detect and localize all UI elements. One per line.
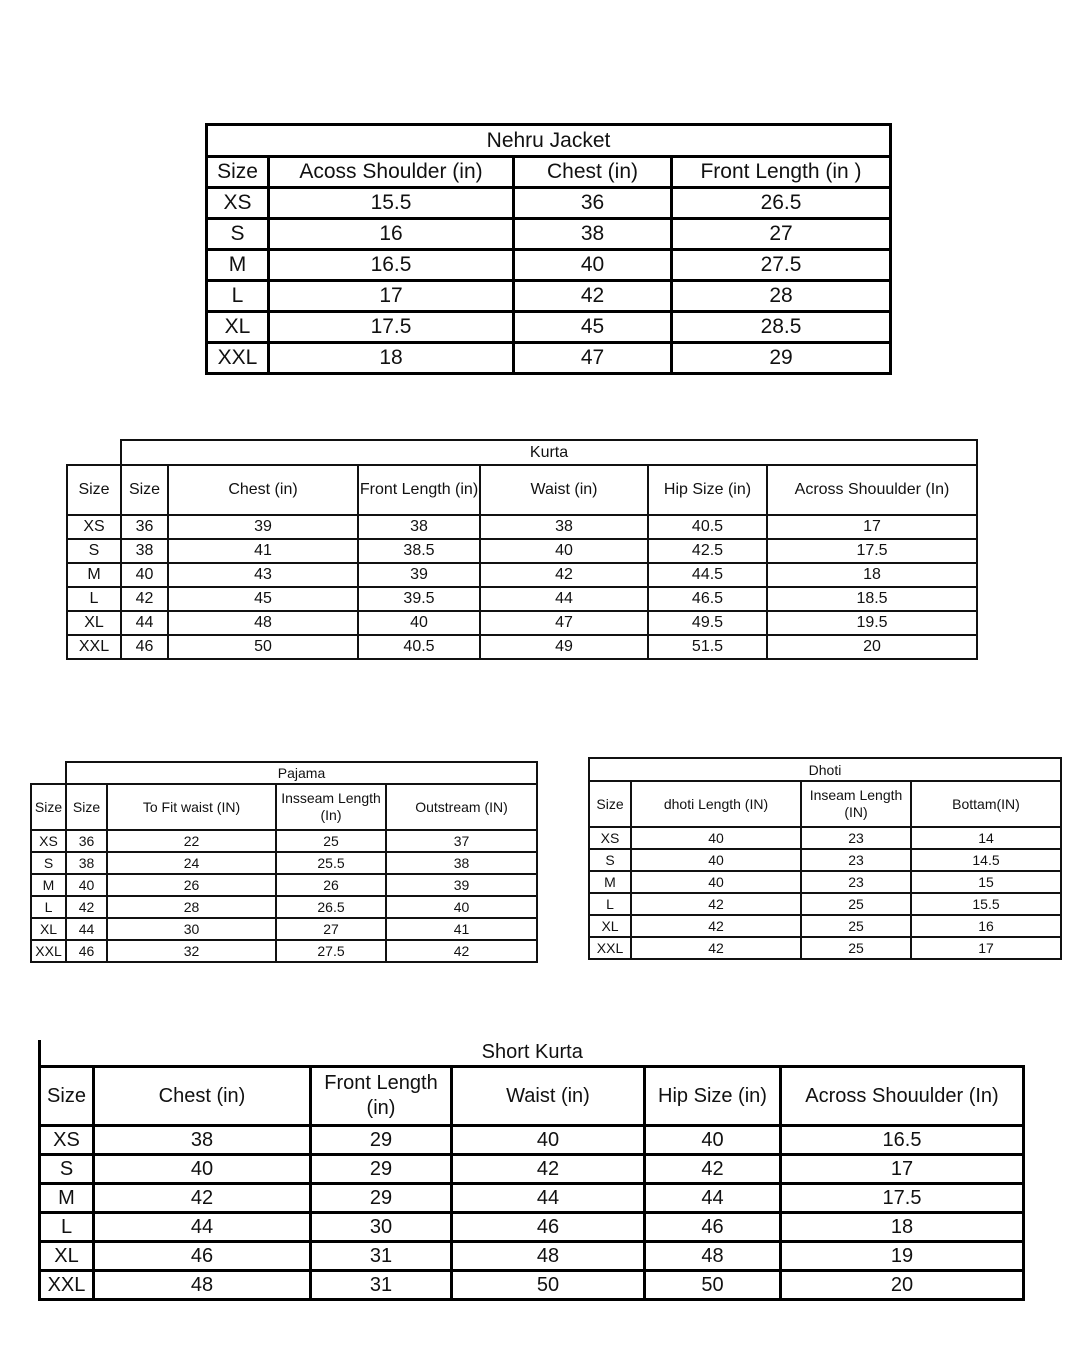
table-cell: 18 [767, 563, 977, 587]
table-row [589, 849, 1061, 871]
table-cell: 45 [168, 587, 358, 611]
table-cell: L [207, 281, 269, 312]
table-cell: 26.5 [672, 188, 891, 219]
table-cell: 26 [107, 874, 276, 896]
table-cell: 42 [645, 1155, 781, 1184]
table-cell: 47 [514, 343, 672, 374]
table-row [207, 250, 891, 281]
table-cell: 47 [480, 611, 648, 635]
table-cell: 42 [386, 940, 537, 962]
table-cell: 44 [452, 1184, 645, 1213]
table-cell: 44 [480, 587, 648, 611]
column-header: Bottam(IN) [911, 781, 1061, 827]
table-cell: 17 [911, 937, 1061, 959]
table-cell: 18 [781, 1213, 1024, 1242]
table-cell: XL [207, 312, 269, 343]
table-cell: XXL [589, 937, 631, 959]
column-header: Front Length (in ) [672, 157, 891, 188]
table-cell: M [31, 874, 66, 896]
table-cell: 50 [168, 635, 358, 659]
table-cell: 17 [781, 1155, 1024, 1184]
table-title-row [40, 1040, 1024, 1067]
table-cell: 42 [121, 587, 168, 611]
table-cell: XS [31, 830, 66, 852]
table-cell: 44 [645, 1184, 781, 1213]
table-cell: 51.5 [648, 635, 767, 659]
table-cell: 37 [386, 830, 537, 852]
table-row [40, 1213, 1024, 1242]
table-cell: 36 [66, 830, 107, 852]
table-cell: 29 [672, 343, 891, 374]
table-cell: 38 [514, 219, 672, 250]
table-cell: 41 [168, 539, 358, 563]
table-cell: 39 [386, 874, 537, 896]
table-title-row [207, 125, 891, 157]
table-cell: 42 [452, 1155, 645, 1184]
table-cell: 40 [514, 250, 672, 281]
table-cell: 46.5 [648, 587, 767, 611]
table-cell: 32 [107, 940, 276, 962]
column-header: Size [589, 781, 631, 827]
kurta-size-table [66, 439, 978, 660]
table-row [207, 281, 891, 312]
table-header-row [67, 465, 977, 515]
table-cell: 38 [386, 852, 537, 874]
table-cell: 39 [358, 563, 480, 587]
table-cell: 19 [781, 1242, 1024, 1271]
table-cell: 27.5 [672, 250, 891, 281]
table-cell: M [207, 250, 269, 281]
table-cell: 17 [269, 281, 514, 312]
table-cell: 49 [480, 635, 648, 659]
table-cell: L [40, 1213, 94, 1242]
column-header: Size [40, 1067, 94, 1126]
table-row [31, 940, 537, 962]
table-cell: L [67, 587, 121, 611]
table-cell: 15 [911, 871, 1061, 893]
table-cell: 17.5 [269, 312, 514, 343]
table-cell: 16.5 [269, 250, 514, 281]
dhoti-size-table [588, 757, 1062, 960]
table-cell: M [589, 871, 631, 893]
table-cell: 27.5 [276, 940, 386, 962]
table-cell: 48 [168, 611, 358, 635]
table-title: Nehru Jacket [207, 125, 891, 157]
table-row [31, 918, 537, 940]
table-cell: 40 [645, 1126, 781, 1155]
table-cell: 16 [911, 915, 1061, 937]
table-row [40, 1242, 1024, 1271]
table-cell: 48 [452, 1242, 645, 1271]
table-cell: L [31, 896, 66, 918]
table-cell: 43 [168, 563, 358, 587]
table-cell: 16.5 [781, 1126, 1024, 1155]
table-row [589, 937, 1061, 959]
nehru-jacket-size-table [205, 123, 892, 375]
column-header: Chest (in) [94, 1067, 311, 1126]
table-cell: 28.5 [672, 312, 891, 343]
column-header: Across Shouulder (In) [767, 465, 977, 515]
column-header: Size [31, 784, 66, 830]
table-cell: 46 [94, 1242, 311, 1271]
table-cell: 50 [452, 1271, 645, 1300]
column-header: Chest (in) [514, 157, 672, 188]
table-cell: 29 [311, 1155, 452, 1184]
table-cell: 39.5 [358, 587, 480, 611]
column-header: dhoti Length (IN) [631, 781, 801, 827]
column-header: To Fit waist (IN) [107, 784, 276, 830]
table-cell: XXL [67, 635, 121, 659]
table-cell: 42 [480, 563, 648, 587]
column-header: Waist (in) [452, 1067, 645, 1126]
table-row [207, 219, 891, 250]
table-cell: 38 [358, 515, 480, 539]
table-cell: 36 [121, 515, 168, 539]
table-cell: S [67, 539, 121, 563]
column-header: Front Length (in) [311, 1067, 452, 1126]
table-cell: 42 [631, 915, 801, 937]
table-title: Kurta [121, 440, 977, 465]
table-cell: 39 [168, 515, 358, 539]
table-cell: 31 [311, 1242, 452, 1271]
table-cell: 40 [121, 563, 168, 587]
table-cell: 42 [66, 896, 107, 918]
column-header: Size [121, 465, 168, 515]
column-header: Chest (in) [168, 465, 358, 515]
table-title-row [31, 762, 537, 784]
table-row [40, 1126, 1024, 1155]
table-cell: 27 [672, 219, 891, 250]
pajama-size-table [30, 761, 538, 963]
table-cell: 36 [514, 188, 672, 219]
table-cell: XL [40, 1242, 94, 1271]
table-row [67, 611, 977, 635]
table-cell: 31 [311, 1271, 452, 1300]
table-cell: XS [207, 188, 269, 219]
table-cell: 48 [94, 1271, 311, 1300]
table-cell: XXL [40, 1271, 94, 1300]
table-cell: 15.5 [911, 893, 1061, 915]
table-cell: 25 [801, 893, 911, 915]
table-header-row [207, 157, 891, 188]
column-header: Front Length (in) [358, 465, 480, 515]
table-cell: 40 [631, 849, 801, 871]
column-header: Size [207, 157, 269, 188]
column-header: Hip Size (in) [645, 1067, 781, 1126]
table-cell: 44 [94, 1213, 311, 1242]
table-cell: 23 [801, 849, 911, 871]
table-row [207, 343, 891, 374]
table-row [207, 188, 891, 219]
table-cell: 40 [386, 896, 537, 918]
table-cell: 19.5 [767, 611, 977, 635]
table-cell: 40.5 [648, 515, 767, 539]
table-cell: 28 [107, 896, 276, 918]
table-title: Dhoti [589, 758, 1061, 781]
table-row [40, 1271, 1024, 1300]
table-row [31, 830, 537, 852]
table-cell: 14 [911, 827, 1061, 849]
table-cell: 38 [121, 539, 168, 563]
table-cell: 38 [94, 1126, 311, 1155]
table-cell: 50 [645, 1271, 781, 1300]
column-header: Insseam Length (In) [276, 784, 386, 830]
table-cell: 14.5 [911, 849, 1061, 871]
table-cell: M [40, 1184, 94, 1213]
table-cell: 25 [801, 915, 911, 937]
table-cell: 29 [311, 1126, 452, 1155]
table-cell: XS [40, 1126, 94, 1155]
table-cell: 40.5 [358, 635, 480, 659]
table-cell: 26 [276, 874, 386, 896]
table-cell: 40 [452, 1126, 645, 1155]
table-cell: 42.5 [648, 539, 767, 563]
table-cell: 20 [767, 635, 977, 659]
table-title-row [67, 440, 977, 465]
table-cell: 41 [386, 918, 537, 940]
table-cell: 15.5 [269, 188, 514, 219]
table-cell: 42 [631, 893, 801, 915]
table-cell: 23 [801, 871, 911, 893]
column-header: Acoss Shoulder (in) [269, 157, 514, 188]
table-cell: 45 [514, 312, 672, 343]
table-cell: 25.5 [276, 852, 386, 874]
table-cell: XXL [207, 343, 269, 374]
table-row [67, 539, 977, 563]
table-cell: 20 [781, 1271, 1024, 1300]
table-title: Short Kurta [40, 1040, 1024, 1067]
table-cell: S [40, 1155, 94, 1184]
table-row [67, 563, 977, 587]
table-row [589, 827, 1061, 849]
table-cell: 30 [311, 1213, 452, 1242]
table-row [67, 635, 977, 659]
short-kurta-size-table [38, 1040, 1025, 1301]
column-header: Across Shouulder (In) [781, 1067, 1024, 1126]
table-cell: 49.5 [648, 611, 767, 635]
table-row [67, 587, 977, 611]
column-header: Waist (in) [480, 465, 648, 515]
table-cell: 46 [452, 1213, 645, 1242]
table-cell: 23 [801, 827, 911, 849]
table-row [589, 893, 1061, 915]
table-cell: 42 [514, 281, 672, 312]
table-cell: 44.5 [648, 563, 767, 587]
table-cell: 24 [107, 852, 276, 874]
table-cell: 46 [121, 635, 168, 659]
table-cell: XL [31, 918, 66, 940]
table-cell: 48 [645, 1242, 781, 1271]
table-cell: XL [67, 611, 121, 635]
column-header: Size [67, 465, 121, 515]
table-cell: 44 [66, 918, 107, 940]
table-cell: 42 [631, 937, 801, 959]
table-row [207, 312, 891, 343]
table-cell: 29 [311, 1184, 452, 1213]
table-cell: 38 [66, 852, 107, 874]
column-header: Hip Size (in) [648, 465, 767, 515]
table-cell: 22 [107, 830, 276, 852]
table-cell: 38 [480, 515, 648, 539]
table-cell: 40 [631, 871, 801, 893]
table-cell: S [31, 852, 66, 874]
table-cell: 30 [107, 918, 276, 940]
table-cell: S [207, 219, 269, 250]
table-cell: M [67, 563, 121, 587]
table-cell: 44 [121, 611, 168, 635]
table-cell: 25 [276, 830, 386, 852]
table-cell: 27 [276, 918, 386, 940]
table-cell: 40 [631, 827, 801, 849]
table-row [589, 871, 1061, 893]
table-cell: 42 [94, 1184, 311, 1213]
table-row [67, 515, 977, 539]
table-cell: 40 [480, 539, 648, 563]
table-title-row [589, 758, 1061, 781]
table-cell: L [589, 893, 631, 915]
table-cell: 40 [66, 874, 107, 896]
table-cell: 17.5 [767, 539, 977, 563]
table-row [40, 1184, 1024, 1213]
table-cell: 38.5 [358, 539, 480, 563]
table-cell: 46 [645, 1213, 781, 1242]
table-row [31, 896, 537, 918]
table-cell: 16 [269, 219, 514, 250]
table-cell: 17.5 [781, 1184, 1024, 1213]
table-header-row [40, 1067, 1024, 1126]
table-row [589, 915, 1061, 937]
table-cell: XXL [31, 940, 66, 962]
table-row [31, 874, 537, 896]
table-cell: S [589, 849, 631, 871]
table-cell: XS [67, 515, 121, 539]
table-cell: 18.5 [767, 587, 977, 611]
column-header: Outstream (IN) [386, 784, 537, 830]
table-cell: 26.5 [276, 896, 386, 918]
table-cell: 25 [801, 937, 911, 959]
table-header-row [589, 781, 1061, 827]
table-cell: XL [589, 915, 631, 937]
table-title: Pajama [66, 762, 537, 784]
table-cell: 40 [358, 611, 480, 635]
table-cell: XS [589, 827, 631, 849]
table-cell: 46 [66, 940, 107, 962]
table-cell: 18 [269, 343, 514, 374]
column-header: Inseam Length (IN) [801, 781, 911, 827]
table-header-row [31, 784, 537, 830]
table-cell: 17 [767, 515, 977, 539]
table-cell: 28 [672, 281, 891, 312]
table-row [31, 852, 537, 874]
table-row [40, 1155, 1024, 1184]
column-header: Size [66, 784, 107, 830]
table-cell: 40 [94, 1155, 311, 1184]
